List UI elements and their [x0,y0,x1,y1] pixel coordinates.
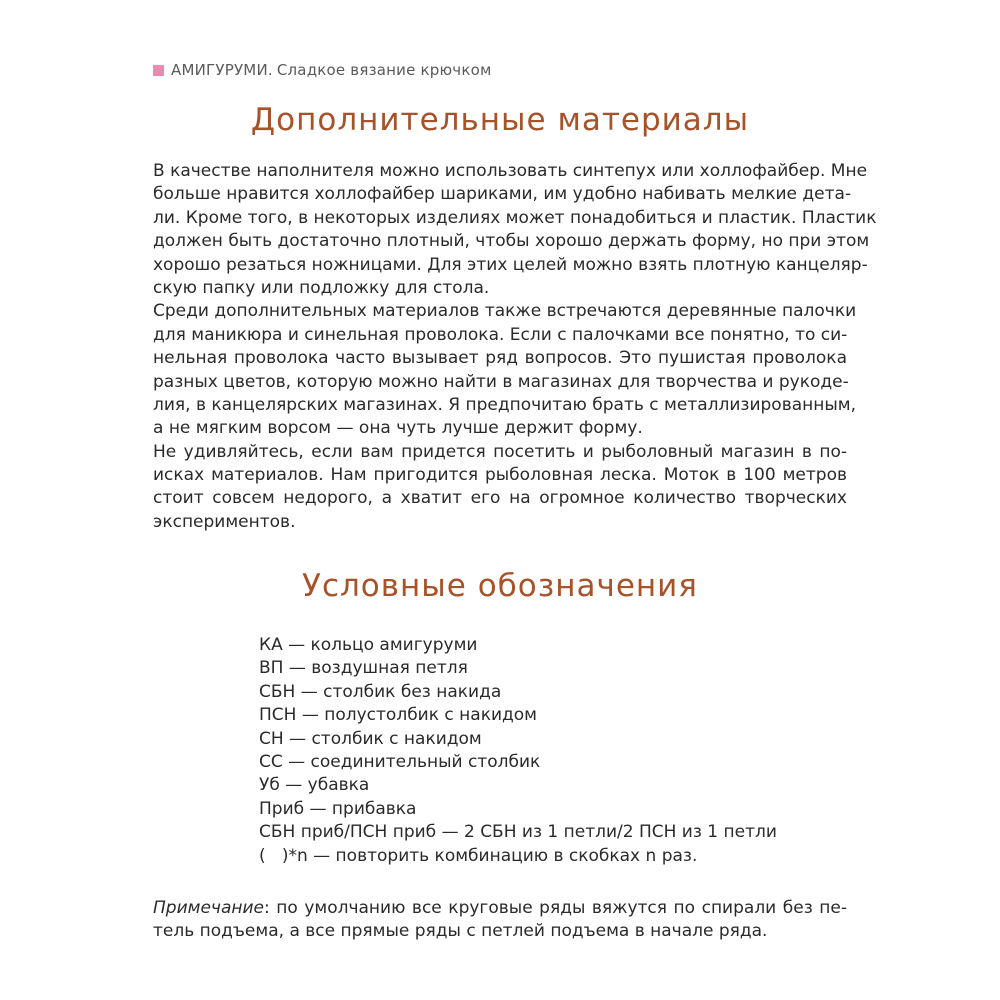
abbreviation-list [259,634,777,868]
text-line: для маникюра и синельная проволока. Если с палочками все понятно, то си- [153,324,848,345]
note-paragraph [153,897,847,944]
text-line: Среди дополнительных материалов также встречаются деревянные палочки [153,301,857,322]
series-title: АМИГУРУМИ. [171,61,273,79]
text-line: больше нравится холлофайбер шариками, им удобно набивать мелкие дета- [153,184,852,205]
text-line: исках материалов. Нам пригодится рыболовная леска. Моток в 100 метров [153,465,847,486]
text-line: Не удивляйтесь, если вам придется посетить и рыболовный магазин в по- [153,441,847,462]
abbreviation-item: ( )*n — повторить комбинацию в скобках n раз. [259,845,698,866]
abbreviation-item: Приб — прибавка [259,798,417,819]
paragraph-sticks-wire [153,300,857,440]
paragraph-fishing-line [153,441,847,535]
note-text: : по умолчанию все круговые ряды вяжутся по спирали без пе- [264,898,847,918]
abbreviation-item: СН — столбик с накидом [259,728,482,749]
abbreviation-item: ВП — воздушная петля [259,658,468,679]
note-line [153,897,847,920]
section-title-materials: Дополнительные материалы [250,102,750,138]
note-line: тель подъема, а все прямые ряды с петлей подъема в начале ряда. [153,921,768,942]
text-line: экспериментов. [153,511,296,532]
text-line: а не мягким ворсом — она чуть лучше держит форму. [153,418,643,439]
text-line: В качестве наполнителя можно использовать синтепух или холлофайбер. Мне [153,161,868,181]
pink-square-icon [153,65,164,76]
abbreviation-item: СБН приб/ПСН приб — 2 СБН из 1 петли/2 ПСН из 1 петли [259,822,777,843]
abbreviation-item: Уб — убавка [259,775,370,796]
text-line: нельная проволока часто вызывает ряд вопросов. Это пушистая проволока [153,348,847,369]
text-line: ли. Кроме того, в некоторых изделиях может понадобиться и пластик. Пластик [153,207,877,228]
text-line: скую папку или подложку для стола. [153,277,490,298]
text-line: разных цветов, которую можно найти в магазинах для творчества и рукоде- [153,371,849,392]
text-line: стоит совсем недорого, а хватит его на огромное количество творческих [153,488,847,509]
abbreviation-item: СБН — столбик без накида [259,681,502,702]
running-head [153,60,492,80]
text-line: должен быть достаточно плотный, чтобы хорошо держать форму, но при этом [153,231,870,252]
materials-body [153,160,877,534]
paragraph-filler [153,160,877,300]
abbreviation-item: КА — кольцо амигуруми [259,635,478,655]
note-label: Примечание [153,898,264,918]
abbreviation-item: ПСН — полустолбик с накидом [259,705,537,726]
section-title-legend: Условные обозначения [302,568,698,604]
series-subtitle: Сладкое вязание крючком [276,61,492,79]
text-line: лия, в канцелярских магазинах. Я предпочитаю брать с металлизированным, [153,394,857,415]
abbreviation-item: СС — соединительный столбик [259,751,541,772]
text-line: хорошо резаться ножницами. Для этих целей можно взять плотную канцеляр- [153,254,868,275]
